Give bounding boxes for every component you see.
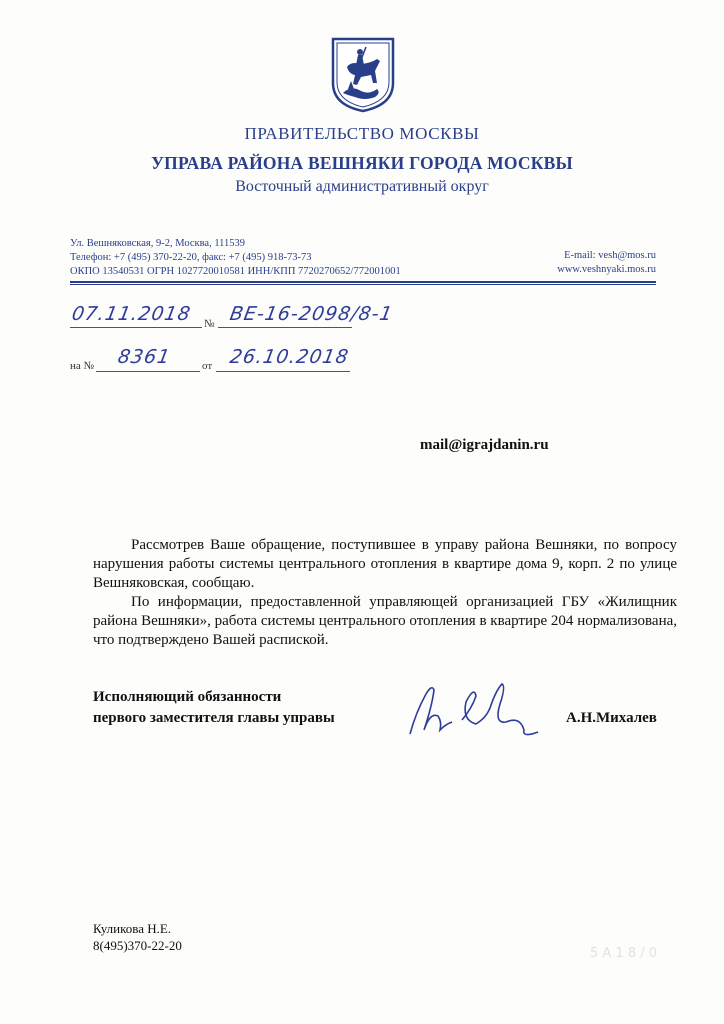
outgoing-number: ВЕ-16-2098/8-1 [228, 303, 395, 325]
signatory-position-line2: первого заместителя главы управы [93, 710, 335, 726]
header-divider-thin [70, 284, 656, 285]
executor-name: Куликова Н.Е. [93, 921, 172, 936]
signatory-position-line1: Исполняющий обязанности [93, 689, 282, 705]
header-divider [70, 281, 656, 283]
number-fill-line [218, 327, 352, 328]
executor-block [93, 920, 182, 954]
signatory-name: А.Н.Михалев [566, 710, 657, 726]
address: Ул. Вешняковская, 9-2, Москва, 111539 [70, 238, 246, 249]
in-reply-number: 8361 [116, 346, 173, 368]
phone-fax: Телефон: +7 (495) 370-22-20, факс: +7 (495) 918-73-73 [70, 252, 312, 263]
registration-codes: ОКПО 13540531 ОГРН 1027720010581 ИНН/КПП 7720270652/772001001 [70, 266, 401, 277]
handwritten-signature [402, 672, 542, 744]
date-fill-line [70, 327, 202, 328]
faded-stamp: 5 A 1 8 / 0 [590, 946, 658, 961]
in-reply-date: 26.10.2018 [228, 346, 351, 368]
from-label: от [202, 360, 213, 372]
organization-title: УПРАВА РАЙОНА ВЕШНЯКИ ГОРОДА МОСКВЫ [151, 153, 573, 173]
executor-phone: 8(495)370-22-20 [93, 938, 182, 953]
reply-date-fill-line [216, 371, 350, 372]
contact-block-right [557, 249, 656, 277]
number-sign: № [204, 318, 215, 330]
moscow-coat-of-arms-icon [331, 37, 395, 113]
district-subtitle: Восточный административный округ [235, 178, 489, 195]
outgoing-date: 07.11.2018 [70, 303, 193, 325]
contact-block-left [70, 237, 401, 279]
government-title: ПРАВИТЕЛЬСТВО МОСКВЫ [244, 124, 480, 143]
org-website: www.veshnyaki.mos.ru [557, 264, 656, 275]
recipient-email: mail@igrajdanin.ru [420, 437, 549, 453]
in-reply-label: на № [70, 360, 95, 372]
org-email: E-mail: vesh@mos.ru [564, 250, 656, 261]
body-paragraph-1: Рассмотрев Ваше обращение, поступившее в управу района Вешняки, по вопросу нарушения работы системы центрального отопления в квартире дома 9, корп. 2 по улице Вешняковская, сообщаю. [93, 537, 677, 591]
reply-number-fill-line [96, 371, 200, 372]
body-paragraph-2: По информации, предоставленной управляющей организацией ГБУ «Жилищник района Вешняки», работа системы центрального отопления в квартире 204 нормализована, что подтверждено Вашей распиской. [93, 594, 677, 648]
